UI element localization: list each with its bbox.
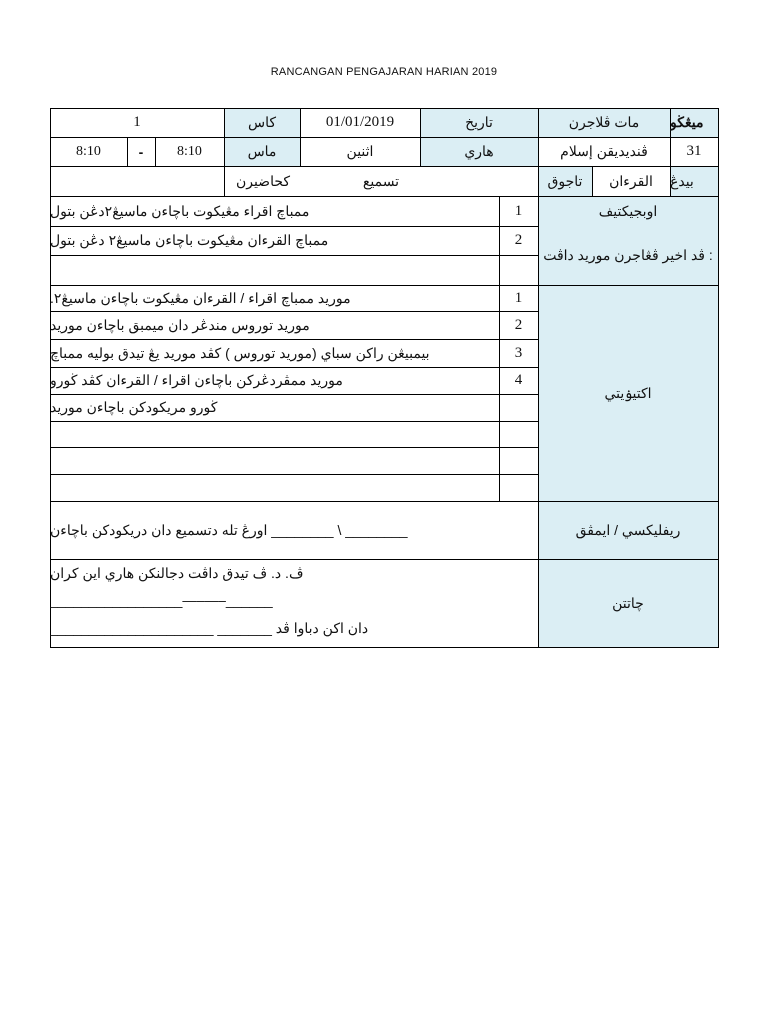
objektif-text-2: ممباچ القرءان مڠيكوت باچاءن ماسيڠ٢ دڠن بتول <box>50 232 329 248</box>
aktiviti-text-5: ڬورو مريكودكن باچاءن موريد <box>50 399 218 415</box>
aktiviti-text-4: موريد ممڤردڠركن باچاءن اقراء / القرءان كڤد ڬورو <box>50 372 343 388</box>
tarikh-value: 01/01/2019 <box>325 114 395 130</box>
minggu-label: ميڠڬو <box>670 114 704 130</box>
kehadiran-label: كحاضيرن <box>235 172 291 189</box>
aktiviti-label: اكتيۏيتي <box>604 384 652 401</box>
bidang-label: بيدڠ <box>670 172 694 189</box>
objektif-sublabel: ڤد اخير ڤڠاجرن موريد داڤت : <box>543 246 713 263</box>
tajuk-value: تسميع <box>362 172 400 189</box>
mata-pelajaran-label: مات ڤلاجرن <box>568 114 640 130</box>
catatan-line-2: ______–—–—_________________ <box>50 592 273 608</box>
catatan-line-3: دان اكن دباوا ڤد _______ _____________________ <box>50 619 369 636</box>
bidang-value: القرءان <box>609 172 653 189</box>
tajuk-label: تاجوق <box>547 172 583 189</box>
masa-end: 8:10 <box>76 143 101 159</box>
tarikh-label: تاريخ <box>465 114 493 130</box>
hari-label: هاري <box>464 143 494 159</box>
aktiviti-text-2: موريد توروس مندڠر دان ميمبق باچاءن موريد <box>50 316 310 333</box>
aktiviti-text-1: موريد ممباچ اقراء / القرءان مڠيكوت باچاءن ماسيڠ٢. <box>50 289 351 306</box>
kelas-value: 1 <box>133 114 141 130</box>
objektif-num-1: 1 <box>514 202 523 219</box>
hari-value: اثنين <box>346 143 374 159</box>
catatan-label: چاتتن <box>612 594 644 611</box>
aktiviti-num-3: 3 <box>514 344 523 361</box>
mata-pelajaran-value: ڤنديديقن إسلام <box>560 143 648 159</box>
catatan-line-1: ڤ. د. ڤ تيدق داڤت دجالنكن هاري اين كران <box>50 564 304 581</box>
aktiviti-num-4: 4 <box>514 372 523 388</box>
refleksi-text: ________ \ ________ اورڠ تله دتسميع دان دريكودكن باچاءن <box>50 521 408 538</box>
objektif-num-2: 2 <box>514 232 523 248</box>
refleksi-label: ريفليكسي / ايمڤق <box>575 521 681 538</box>
masa-start: 8:10 <box>177 143 202 159</box>
objektif-label: اوبجيكتيف <box>598 202 658 219</box>
aktiviti-text-3: بيمبيڠن راكن سباي (موريد توروس ) كڤد موريد يڠ تيدق بوليه ممباچ <box>50 344 430 361</box>
masa-separator: - <box>138 143 144 160</box>
kelas-label: كاس <box>247 114 277 130</box>
minggu-value: 31 <box>686 143 702 159</box>
aktiviti-num-1: 1 <box>514 289 523 306</box>
objektif-text-1: ممباچ اقراء مڠيكوت باچاءن ماسيڠ٢دڠن بتول <box>50 202 310 219</box>
aktiviti-num-2: 2 <box>514 316 523 333</box>
document-title: RANCANGAN PENGAJARAN HARIAN 2019 <box>270 66 498 78</box>
masa-label: ماس <box>247 143 277 159</box>
